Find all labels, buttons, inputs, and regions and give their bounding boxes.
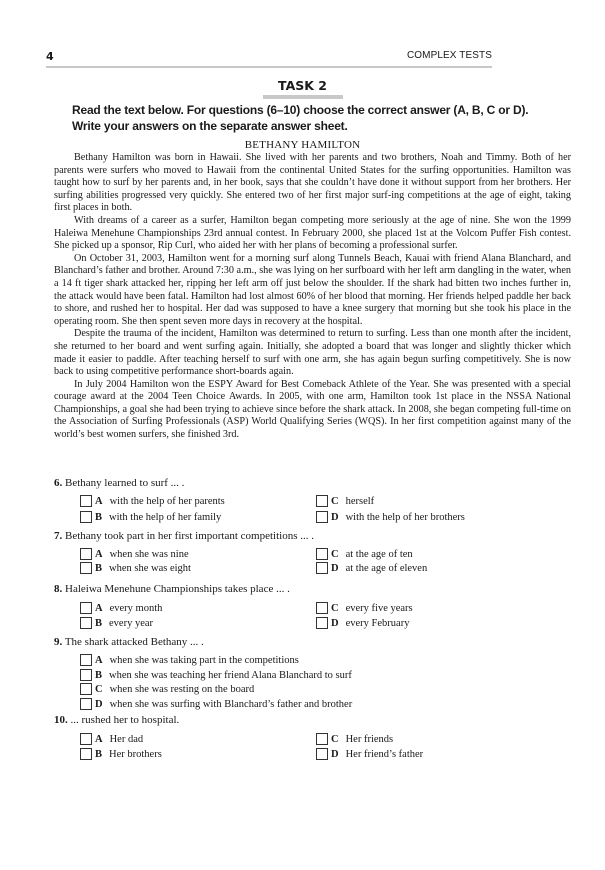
question-number: 8. <box>54 583 63 595</box>
option-a[interactable] <box>80 653 299 667</box>
checkbox[interactable] <box>316 548 328 560</box>
running-head: COMPLEX TESTS <box>406 50 492 61</box>
question-stem <box>54 583 290 595</box>
question-text: Bethany took part in her first important competitions ... . <box>65 530 314 542</box>
option-b[interactable] <box>80 747 162 761</box>
option-text: every year <box>109 617 154 629</box>
option-a[interactable] <box>80 547 189 561</box>
instructions-line-2: Write your answers on the separate answer sheet. <box>72 119 348 133</box>
passage-title: BETHANY HAMILTON <box>244 139 361 151</box>
option-d[interactable] <box>80 697 352 711</box>
option-letter: C <box>331 548 339 560</box>
passage-paragraph: Bethany Hamilton was born in Hawaii. She lived with her parents and two brothers, Noah and Timmy. Both of her parents were surfers who moved to Hawaii from the continental United States for the surfing opportunities. Hamilton was taught how to surf by her parents and, in her book, says that she couldn’t have done it without support from her brothers. Her surfing abilities progressed very quickly. She entered two of her first major surf-ing competitions at the age of eight, taking first places in both. <box>54 152 571 214</box>
question-stem <box>54 477 184 489</box>
option-text: Her friend’s father <box>345 748 424 760</box>
passage-paragraph: In July 2004 Hamilton won the ESPY Award for Best Comeback Athlete of the Year. She was presented with a special courage award at the 2004 Teen Choice Awards. In 2005, with one arm, Hamilton took 1st place in the NSSA National Championships, a goal she had been trying to achieve since before the shark attack. In 2008, she began competing full-time on the Association of Surfing Professionals (ASP) World Qualifying Series (WQS). In her first competition against many of the world’s best women surfers, she finished 3rd. <box>54 378 571 441</box>
option-text: Her dad <box>109 733 144 745</box>
instructions-line-1: Read the text below. For questions (6–10) choose the correct answer (A, B, C or D). <box>72 103 529 117</box>
option-text: with the help of her parents <box>109 495 225 507</box>
checkbox[interactable] <box>316 562 328 574</box>
option-text: when she was surfing with Blanchard’s father and brother <box>109 698 353 710</box>
option-text: Her brothers <box>109 748 162 760</box>
option-text: with the help of her brothers <box>345 511 465 523</box>
checkbox[interactable] <box>316 617 328 629</box>
option-b[interactable] <box>80 668 352 682</box>
option-c[interactable] <box>316 732 393 746</box>
option-d[interactable] <box>316 510 465 524</box>
question-number: 9. <box>54 636 63 648</box>
option-letter: D <box>331 617 339 629</box>
option-text: every month <box>109 602 163 614</box>
option-letter: C <box>95 683 103 695</box>
option-letter: C <box>331 602 339 614</box>
checkbox[interactable] <box>80 698 92 710</box>
option-c[interactable] <box>80 682 254 696</box>
checkbox[interactable] <box>80 748 92 760</box>
passage-paragraph: With dreams of a career as a surfer, Hamilton began competing more seriously at the age of nine. She won the 1999 Haleiwa Menehune Championships 23rd annual contest. In February 2000, she placed 1st at the Volcom Puffer Fish contest. She picked up a sponsor, Rip Curl, who aided her with her plans of becoming a professional surfer. <box>54 214 571 252</box>
option-letter: A <box>95 548 103 560</box>
checkbox[interactable] <box>80 562 92 574</box>
task-title-underline <box>263 95 343 99</box>
option-text: when she was teaching her friend Alana Blanchard to surf <box>109 669 352 681</box>
question-text: Haleiwa Menehune Championships takes place ... . <box>65 583 290 595</box>
task-instructions <box>72 102 572 134</box>
option-letter: D <box>331 562 339 574</box>
option-text: when she was resting on the board <box>109 683 255 695</box>
option-text: at the age of ten <box>345 548 413 560</box>
option-letter: B <box>95 617 103 629</box>
passage-paragraph: On October 31, 2003, Hamilton went for a morning surf along Tunnels Beach, Kauai with friend Alana Blanchard, and Blanchard’s father and brother. Around 7:30 a.m., she was lying on her surfboard with her left arm dangling in the water, when a 14 ft tiger shark attacked her, ripping her left arm off just below the shoulder. If the shark had bitten two inches further in, the attack would have been fatal. Hamilton had lost almost 60% of her blood that morning. Her friends helped paddle her back to shore, and rushed her to hospital. Her dad was supposed to have a knee surgery that morning but she took his place in the operating room. She then spent seven more days in recovery at the hospital. <box>54 252 571 327</box>
checkbox[interactable] <box>80 669 92 681</box>
question-text: Bethany learned to surf ... . <box>65 477 185 489</box>
reading-passage <box>54 152 571 442</box>
option-b[interactable] <box>80 561 191 575</box>
option-text: at the age of eleven <box>345 562 428 574</box>
option-letter: B <box>95 511 103 523</box>
option-b[interactable] <box>80 510 221 524</box>
option-text: when she was nine <box>109 548 189 560</box>
checkbox[interactable] <box>80 654 92 666</box>
checkbox[interactable] <box>316 602 328 614</box>
question-stem <box>54 714 179 726</box>
option-text: when she was taking part in the competitions <box>109 654 299 666</box>
option-letter: A <box>95 495 103 507</box>
option-letter: D <box>95 698 103 710</box>
option-letter: A <box>95 602 103 614</box>
option-text: when she was eight <box>109 562 191 574</box>
checkbox[interactable] <box>80 495 92 507</box>
checkbox[interactable] <box>80 548 92 560</box>
option-letter: A <box>95 654 103 666</box>
page-number: 4 <box>46 50 54 63</box>
option-c[interactable] <box>316 547 413 561</box>
checkbox[interactable] <box>316 733 328 745</box>
question-number: 6. <box>54 477 63 489</box>
question-number: 7. <box>54 530 63 542</box>
option-letter: C <box>331 495 339 507</box>
option-letter: D <box>331 748 339 760</box>
header-divider <box>46 66 492 68</box>
option-d[interactable] <box>316 747 423 761</box>
option-c[interactable] <box>316 494 374 508</box>
option-a[interactable] <box>80 494 225 508</box>
option-letter: B <box>95 748 103 760</box>
question-text: ... rushed her to hospital. <box>70 714 180 726</box>
question-stem <box>54 530 314 542</box>
checkbox[interactable] <box>316 748 328 760</box>
option-letter: D <box>331 511 339 523</box>
option-b[interactable] <box>80 616 153 630</box>
question-number: 10. <box>54 714 68 726</box>
option-text: every five years <box>345 602 413 614</box>
option-text: Her friends <box>345 733 394 745</box>
option-letter: B <box>95 669 103 681</box>
option-a[interactable] <box>80 601 162 615</box>
option-a[interactable] <box>80 732 143 746</box>
option-c[interactable] <box>316 601 413 615</box>
option-d[interactable] <box>316 561 427 575</box>
checkbox[interactable] <box>80 733 92 745</box>
option-letter: A <box>95 733 103 745</box>
checkbox[interactable] <box>80 511 92 523</box>
checkbox[interactable] <box>80 683 92 695</box>
checkbox[interactable] <box>80 602 92 614</box>
passage-paragraph: Despite the trauma of the incident, Hamilton was determined to return to surfing. Less than one month after the incident, she returned to her board and went surfing again. Initially, she adopted a board that was longer and slightly thicker which made it easier to paddle. After teaching herself to surf with one arm, she has again begun surfing competitively. She is now back to using competitive performance short-boards again. <box>54 328 571 378</box>
task-title: TASK 2 <box>278 78 327 93</box>
checkbox[interactable] <box>316 495 328 507</box>
checkbox[interactable] <box>316 511 328 523</box>
option-text: herself <box>345 495 375 507</box>
question-stem <box>54 636 204 648</box>
option-letter: C <box>331 733 339 745</box>
checkbox[interactable] <box>80 617 92 629</box>
option-text: every February <box>345 617 410 629</box>
question-text: The shark attacked Bethany ... . <box>64 636 204 648</box>
option-text: with the help of her family <box>109 511 222 523</box>
option-letter: B <box>95 562 103 574</box>
option-d[interactable] <box>316 616 409 630</box>
